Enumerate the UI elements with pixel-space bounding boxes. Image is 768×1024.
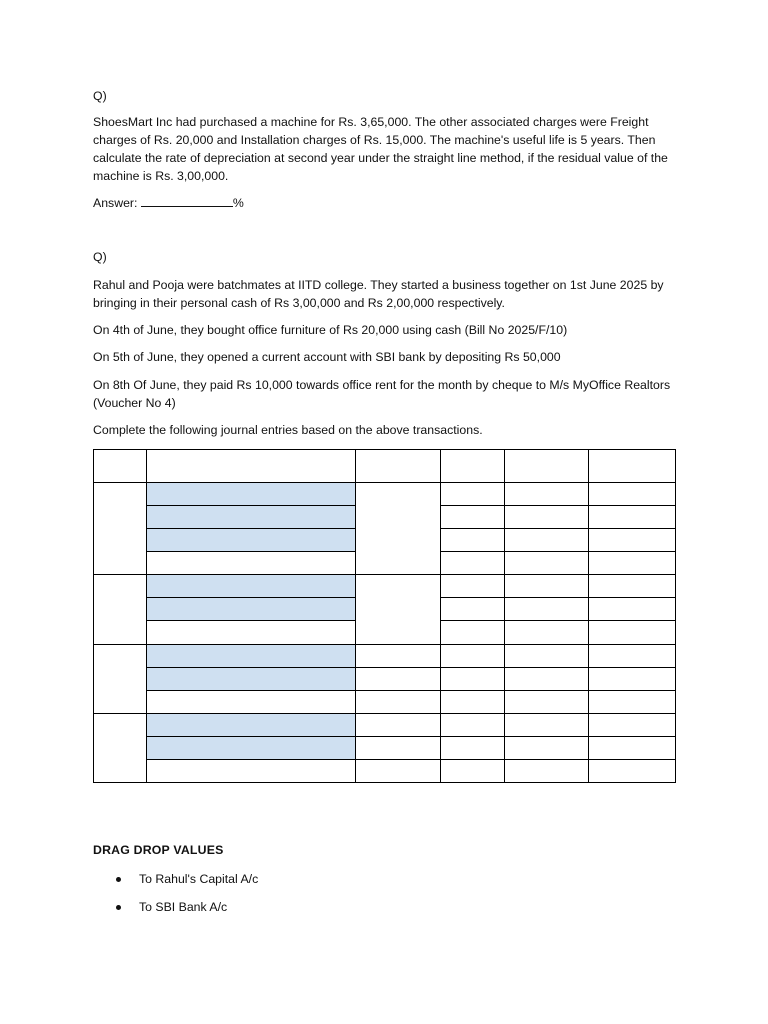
- voucher-cell: [356, 714, 441, 737]
- bullet-icon: [116, 905, 121, 910]
- q2-intro: Rahul and Pooja were batchmates at IITD college. They started a business together on 1st June 2025 by bringing in their personal cash of Rs 3,00,000 and Rs 2,00,000 respectively.: [93, 278, 664, 310]
- credit-cell[interactable]: [589, 714, 676, 737]
- voucher-cell: [356, 668, 441, 691]
- q2-transaction-3: On 8th Of June, they paid Rs 10,000 towards office rent for the month by cheque to M/s MyOffice Realtors (Voucher No 4): [93, 378, 671, 410]
- drop-zone[interactable]: [147, 737, 356, 760]
- narration-cell: [147, 691, 356, 714]
- debit-cell[interactable]: [505, 714, 589, 737]
- debit-cell[interactable]: [505, 529, 589, 552]
- date-cell: [94, 645, 147, 714]
- lf-cell: [441, 598, 505, 621]
- debit-cell[interactable]: [505, 575, 589, 598]
- date-cell: [94, 575, 147, 645]
- lf-cell: [441, 668, 505, 691]
- q2-transaction-1: On 4th of June, they bought office furniture of Rs 20,000 using cash (Bill No 2025/F/10): [93, 323, 568, 337]
- debit-cell[interactable]: [505, 691, 589, 714]
- date-cell: [94, 714, 147, 783]
- drag-item-label: To Rahul's Capital A/c: [139, 872, 259, 886]
- drop-zone[interactable]: [147, 668, 356, 691]
- voucher-cell: [356, 737, 441, 760]
- table-row: [94, 737, 676, 760]
- lf-cell: [441, 575, 505, 598]
- voucher-cell: [356, 483, 441, 575]
- q1-label: Q): [93, 89, 107, 103]
- drag-item-sbi-bank[interactable]: [93, 898, 258, 926]
- table-row: [94, 645, 676, 668]
- header-credit: [589, 450, 676, 483]
- q1-answer: [93, 194, 677, 212]
- table-row: [94, 483, 676, 506]
- narration-cell: [147, 760, 356, 783]
- lf-cell: [441, 645, 505, 668]
- drop-zone[interactable]: [147, 529, 356, 552]
- table-row: [94, 691, 676, 714]
- lf-cell: [441, 506, 505, 529]
- bullet-icon: [116, 877, 121, 882]
- credit-cell[interactable]: [589, 691, 676, 714]
- credit-cell[interactable]: [589, 737, 676, 760]
- drag-drop-title: DRAG DROP VALUES: [93, 843, 224, 857]
- credit-cell[interactable]: [589, 760, 676, 783]
- credit-cell[interactable]: [589, 598, 676, 621]
- q2-transaction-2: On 5th of June, they opened a current account with SBI bank by depositing Rs 50,000: [93, 350, 561, 364]
- header-lf: [441, 450, 505, 483]
- lf-cell: [441, 714, 505, 737]
- debit-cell[interactable]: [505, 645, 589, 668]
- q2-instruction: Complete the following journal entries based on the above transactions.: [93, 423, 483, 437]
- credit-cell[interactable]: [589, 668, 676, 691]
- credit-cell[interactable]: [589, 506, 676, 529]
- debit-cell[interactable]: [505, 760, 589, 783]
- credit-cell[interactable]: [589, 645, 676, 668]
- lf-cell: [441, 737, 505, 760]
- q1-text: ShoesMart Inc had purchased a machine for Rs. 3,65,000. The other associated charges were Freight charges of Rs. 20,000 and Installation charges of Rs. 15,000. The machine's useful life is 5 years. Then calculate the rate of depreciation at second year under the straight line method, if the residual value of the machine is Rs. 3,00,000.: [93, 115, 668, 183]
- debit-cell[interactable]: [505, 483, 589, 506]
- lf-cell: [441, 483, 505, 506]
- debit-cell[interactable]: [505, 621, 589, 645]
- drag-item-rahul-capital[interactable]: [93, 870, 258, 898]
- credit-cell[interactable]: [589, 529, 676, 552]
- table-row: [94, 760, 676, 783]
- answer-label: Answer:: [93, 196, 138, 210]
- drop-zone[interactable]: [147, 714, 356, 737]
- voucher-cell: [356, 691, 441, 714]
- drop-zone[interactable]: [147, 575, 356, 598]
- q2-label: Q): [93, 250, 107, 264]
- voucher-cell: [356, 760, 441, 783]
- answer-blank[interactable]: [141, 195, 233, 207]
- date-cell: [94, 483, 147, 575]
- debit-cell[interactable]: [505, 598, 589, 621]
- narration-cell: [147, 621, 356, 645]
- drop-zone[interactable]: [147, 645, 356, 668]
- lf-cell: [441, 760, 505, 783]
- credit-cell[interactable]: [589, 483, 676, 506]
- debit-cell[interactable]: [505, 552, 589, 575]
- credit-cell[interactable]: [589, 552, 676, 575]
- debit-cell[interactable]: [505, 737, 589, 760]
- drop-zone[interactable]: [147, 598, 356, 621]
- header-voucher: [356, 450, 441, 483]
- debit-cell[interactable]: [505, 506, 589, 529]
- answer-suffix: %: [232, 196, 244, 210]
- voucher-cell: [356, 575, 441, 645]
- drop-zone[interactable]: [147, 506, 356, 529]
- drag-drop-list: [93, 870, 258, 926]
- header-particulars: [147, 450, 356, 483]
- drop-zone[interactable]: [147, 483, 356, 506]
- table-row: [94, 575, 676, 598]
- table-row: [94, 714, 676, 737]
- lf-cell: [441, 691, 505, 714]
- journal-table: [93, 449, 676, 783]
- table-header-row: [94, 450, 676, 483]
- drag-item-label: To SBI Bank A/c: [139, 900, 228, 914]
- debit-cell[interactable]: [505, 668, 589, 691]
- lf-cell: [441, 529, 505, 552]
- lf-cell: [441, 552, 505, 575]
- credit-cell[interactable]: [589, 621, 676, 645]
- lf-cell: [441, 621, 505, 645]
- table-row: [94, 668, 676, 691]
- narration-cell: [147, 552, 356, 575]
- header-date: [94, 450, 147, 483]
- voucher-cell: [356, 645, 441, 668]
- header-debit: [505, 450, 589, 483]
- credit-cell[interactable]: [589, 575, 676, 598]
